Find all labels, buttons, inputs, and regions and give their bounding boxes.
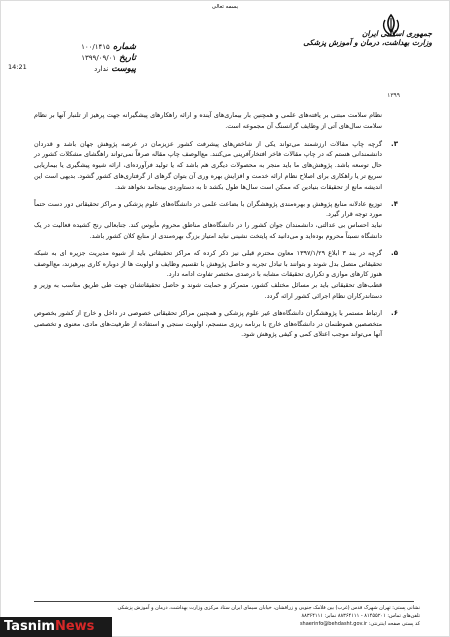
- numbered-paragraph: [34, 139, 398, 193]
- organization-name: [303, 29, 432, 47]
- paragraph-number: ۳.: [391, 139, 398, 148]
- paragraph-text: توزیع عادلانه منابع پژوهش و بهره‌مندی پژوهشگران با بضاعت علمی در دانشگاه‌های علوم پزشکی و مراکز تحقیقاتی دور دست حتماً مورد توجه قرار گیرد.: [34, 199, 382, 219]
- date-value: ۱۳۹۹/۰۹/۰۱: [81, 54, 117, 62]
- letter-body: [34, 110, 398, 346]
- lead-paragraph: [34, 110, 384, 132]
- letter-meta: [16, 42, 136, 75]
- number-value: ۱۰۰/۱۴۱۵: [81, 43, 110, 51]
- paragraph-text: ارتباط مستمر با پژوهشگران دانشگاه‌های غیر علوم پزشکی و همچنین مراکز تحقیقاتی خصوصی در داخل و خارج از کشور بخصوص متخصصین هموطنمان در دانشگاه‌های خارج با برنامه ریزی منسجم، اولویت سنجی و استفاده از ظرفیت‌های مادی، معنوی و تخصصی آنها می‌تواند موجب اعتلای کمی و کیفی پژوهش شود.: [34, 308, 382, 339]
- attachment-value: ندارد: [94, 65, 109, 73]
- watermark-text-b: News: [54, 619, 95, 634]
- numbered-paragraph: [34, 308, 398, 340]
- numbered-paragraph: [34, 248, 398, 302]
- paragraph-number: ۴.: [391, 199, 398, 208]
- footer-address: نشانی پستی: تهران شهرک قدس (غرب) بین فلامک جنوبی و زرافشان، خیابان سیمای ایران ستاد مرکزی وزارت بهداشت، درمان و آموزش پزشکی: [117, 605, 420, 611]
- org-line-1: جمهوری اسلامی ایران: [361, 29, 432, 38]
- paragraph-number: ۶.: [391, 308, 398, 317]
- time-stamp: 14:21: [8, 63, 27, 71]
- footer-website: shaerinfo@behdasht.gov.ir: [299, 621, 368, 627]
- footer-divider: [34, 601, 414, 602]
- attachment-label: پیوست: [111, 64, 136, 74]
- tasnim-news-watermark: [0, 617, 112, 637]
- paragraph-number: ۵.: [391, 248, 398, 257]
- number-label: شماره: [112, 42, 136, 52]
- paragraph-text: گرچه چاپ مقالات ارزشمند می‌تواند یکی از شاخص‌های پیشرفت کشور عزیزمان در عرصه پژوهش جهان باشد و قدردان دانشمندانی هستم که در چاپ مقالات فاخر افتخارآفرینی می‌کنند. مع‌الوصف چاپ مقاله صرفاً نمی‌تواند راهگشای مشکلات کشور در حال توسعه باشد. پژوهش‌های ما باید منجر به محصولات دیگری هم باشد که یا تولید فرآورده‌ای، ارائه شیوه پیشگیری یا بیماریابی سریع تر یا راهکاری برای اصلاح نظام ارائه خدمت و افزایش بهره وری آن بتوان گرهای از گرفتاری‌های کشور گشود. بدیهی است این اندیشه مانع از تحقیقات بنیادین که ممکن است سال‌ها طول بکشد تا به دستاوردی بینجامد نخواهد شد.: [34, 139, 382, 191]
- footer-phones: تلفن‌های تماس: ۸۱۴۵۵۲۰۱ - ۸۸۳۶۴۱۱۱ نمابر: ۸۸۳۶۴۱۱۱: [301, 613, 420, 619]
- paragraph-text: نباید احساس بی عدالتی، دانشمندان جوان کشور را در دانشگاه‌های مناطق محروم مأیوس کند. جنابعالی رنج کشیده فعالیت در یک دانشگاه نسبتاً محروم بوده‌اید و می‌دانید که پایتخت نشینی نباید امتیاز بزرگ بهره‌مندی از منابع کلان کشور باشد.: [34, 221, 382, 240]
- org-line-2: وزارت بهداشت، درمان و آموزش پزشکی: [303, 37, 432, 47]
- letter-date-row: [16, 53, 136, 64]
- top-date: ۱۳۹۹: [387, 92, 400, 99]
- footer-postcode-label: کد پستی صفحه اینترنتی:: [368, 621, 420, 627]
- date-label: تاریخ: [119, 53, 136, 63]
- numbered-paragraph: [34, 199, 398, 242]
- paragraph-text: گرچه در بند ۳ ابلاغ ۱۳۹۷/۱/۲۹ معاون محترم قبلی نیز ذکر کرده که مراکز تحقیقاتی باید از شیوه مدیریت جزیره ای به شبکه تحقیقاتی متصل بدل شوند و بتوانند با تبادل تجربه و حاصل پژوهش با تقسیم وظایف و اولویت ها از دوباره کاری بپرهیزند، مع‌الوصف هنوز کارهای موازی و تکراری تحقیقات مشابه با درصدی مختصر تفاوت ادامه دارد.: [34, 248, 382, 279]
- paragraph-text: قطب‌های تحقیقاتی باید بر مسائل مختلف کشور، متمرکز و حمایت شوند و حاصل تحقیقاتشان جهت طی طریق مناسب به وزیر و دستاندرکاران نظام اجرائی کشور ارائه گردد.: [34, 281, 382, 300]
- letter-attachment-row: [16, 64, 136, 75]
- watermark-text-a: Tasnim: [4, 619, 55, 634]
- lead-text: نظام سلامت مبتنی بر یافته‌های علمی و همچنین بار بیماری‌های آینده و ارائه راهکارهای پیشگیرانه جهت پرهیز از تلنبار آنها بر نظام سلامت سال‌های آتی از وظایف گرانسنگ آن مجموعه است.: [34, 111, 382, 130]
- basmala: بسمه تعالی: [211, 4, 239, 10]
- letter-number-row: [16, 42, 136, 53]
